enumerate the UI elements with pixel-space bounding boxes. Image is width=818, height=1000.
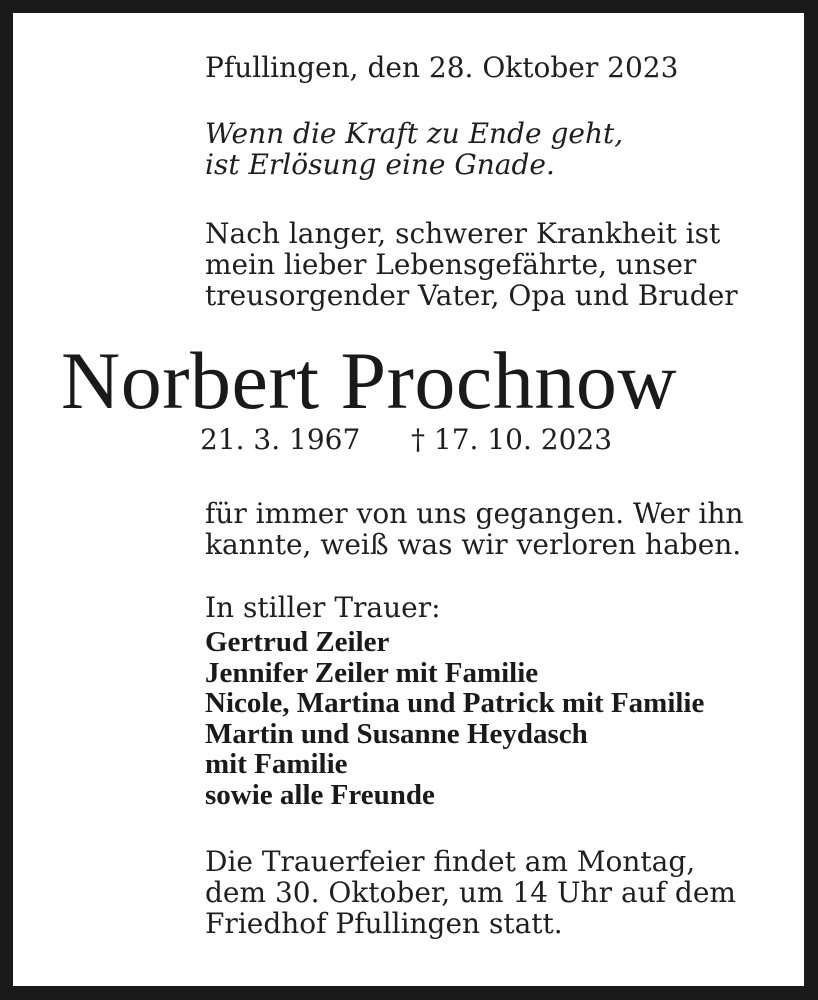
- mourning-heading: [205, 592, 441, 623]
- quote-line: ist Erlösung eine Gnade.: [205, 148, 555, 181]
- memorial-quote: [205, 118, 623, 180]
- mourner-entry: Jennifer Zeiler mit Familie: [205, 656, 539, 689]
- deceased-name: Norbert Prochnow: [61, 335, 678, 426]
- ceremony-line: Friedhof Pfullingen statt.: [205, 907, 563, 940]
- place-date-text: Pfullingen, den 28. Oktober 2023: [205, 51, 679, 84]
- intro-line: treusorgender Vater, Opa und Bruder: [205, 279, 738, 312]
- mourner-entry: Martin und Susanne Heydasch: [205, 717, 588, 750]
- funeral-ceremony-info: [205, 846, 736, 939]
- passed-away-paragraph: [205, 498, 743, 560]
- intro-paragraph: [205, 218, 738, 311]
- mourning-title-text: In stiller Trauer:: [205, 591, 441, 624]
- ceremony-line: dem 30. Oktober, um 14 Uhr auf dem: [205, 876, 736, 909]
- mourner-entry: Nicole, Martina und Patrick mit Familie: [205, 687, 705, 719]
- death-date: † 17. 10. 2023: [411, 423, 613, 456]
- passed-line: kannte, weiß was wir verloren haben.: [205, 528, 742, 561]
- intro-line: mein lieber Lebensgefährte, unser: [205, 248, 697, 281]
- life-dates: [200, 423, 613, 456]
- place-date: [205, 52, 678, 83]
- intro-line: Nach langer, schwerer Krankheit ist: [205, 217, 721, 250]
- mourner-entry: Gertrud Zeiler: [205, 626, 390, 658]
- mourners-list: [205, 627, 704, 810]
- ceremony-line: Die Trauerfeier findet am Montag,: [205, 845, 696, 878]
- quote-line: Wenn die Kraft zu Ende geht,: [205, 117, 624, 150]
- passed-line: für immer von uns gegangen. Wer ihn: [205, 497, 744, 530]
- birth-date: 21. 3. 1967: [200, 423, 361, 456]
- mourner-entry: mit Familie: [205, 748, 348, 780]
- mourner-entry: sowie alle Freunde: [205, 778, 435, 811]
